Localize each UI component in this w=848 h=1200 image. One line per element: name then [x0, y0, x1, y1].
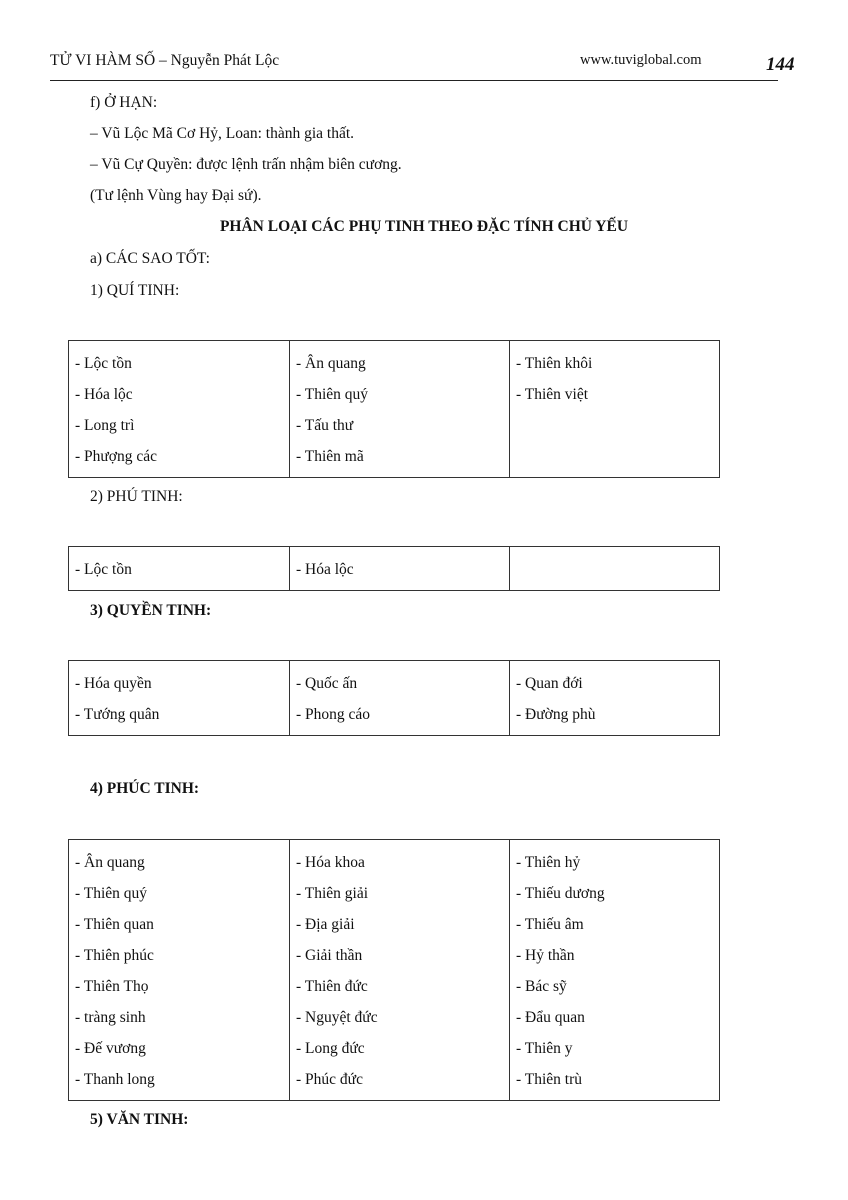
star-item: - Thiên phúc — [75, 947, 154, 964]
table-cell — [510, 840, 720, 1101]
star-item: - Bác sỹ — [516, 978, 567, 995]
qui-tinh-title: 1) QUÍ TINH: — [90, 282, 180, 299]
star-item: - Long trì — [75, 417, 135, 434]
table-cell — [69, 661, 290, 736]
star-item: - Đế vương — [75, 1040, 146, 1057]
phu-tinh-title: 2) PHÚ TINH: — [90, 488, 183, 505]
star-item: - Phượng các — [75, 448, 158, 465]
star-item: - Thiên hỷ — [516, 854, 581, 871]
phuc-tinh-table — [68, 839, 720, 1101]
header-divider — [50, 80, 778, 81]
star-item: - Tấu thư — [296, 417, 354, 434]
star-item: - Giải thần — [296, 947, 363, 964]
star-item: - Thiếu âm — [516, 916, 584, 933]
star-item: - Thiên việt — [516, 386, 589, 403]
star-item: - Phúc đức — [296, 1071, 363, 1088]
table-row — [69, 840, 720, 1101]
table-row — [69, 547, 720, 591]
quyen-tinh-table — [68, 660, 720, 736]
section-heading: PHÂN LOẠI CÁC PHỤ TINH THEO ĐẶC TÍNH CHỦ YẾU — [219, 218, 629, 235]
star-item: - Thiên quý — [296, 386, 369, 403]
star-item: - Nguyệt đức — [296, 1009, 378, 1026]
qui-tinh-table — [68, 340, 720, 478]
star-item: - Quốc ấn — [296, 675, 358, 692]
good-stars-label: a) CÁC SAO TỐT: — [90, 250, 210, 267]
star-item: - Thiếu dương — [516, 885, 605, 902]
star-item: - Quan đới — [516, 675, 583, 692]
star-item: - Thiên mã — [296, 448, 364, 465]
van-tinh-title: 5) VĂN TINH: — [90, 1111, 189, 1128]
star-item: - Lộc tồn — [75, 355, 132, 372]
star-item: - Hóa lộc — [75, 386, 133, 403]
star-item: - Đẩu quan — [516, 1009, 585, 1026]
star-item: - Ân quang — [75, 854, 145, 871]
star-item: - Hóa quyền — [75, 675, 152, 692]
table-row — [69, 661, 720, 736]
star-item: - Thiên đức — [296, 978, 368, 995]
star-item: - Ân quang — [296, 355, 366, 372]
star-item: - Lộc tồn — [75, 561, 132, 578]
page-number: 144 — [766, 54, 795, 75]
star-item: - Địa giải — [296, 916, 355, 933]
intro-line-1: – Vũ Lộc Mã Cơ Hỷ, Loan: thành gia thất. — [90, 125, 355, 142]
table-cell — [510, 547, 720, 591]
table-cell — [69, 341, 290, 478]
star-item: - Thiên y — [516, 1040, 573, 1057]
table-cell — [290, 547, 510, 591]
star-item: - Thiên giải — [296, 885, 369, 902]
star-item: - tràng sinh — [75, 1009, 146, 1026]
star-item: - Thiên Thọ — [75, 978, 149, 995]
intro-line-3: (Tư lệnh Vùng hay Đại sứ). — [90, 187, 262, 204]
running-header-title: TỬ VI HÀM SỐ – Nguyễn Phát Lộc — [50, 52, 280, 69]
star-item: - Hỷ thần — [516, 947, 575, 964]
star-item: - Thiên khôi — [516, 355, 593, 372]
quyen-tinh-title: 3) QUYỀN TINH: — [90, 602, 212, 619]
star-item: - Phong cáo — [296, 706, 371, 723]
star-item: - Thiên quan — [75, 916, 154, 933]
table-cell — [69, 547, 290, 591]
star-item: - Thanh long — [75, 1071, 155, 1088]
intro-line-2: – Vũ Cự Quyền: được lệnh trấn nhậm biên cương. — [90, 156, 402, 173]
star-item: - Thiên quý — [75, 885, 148, 902]
star-item: - Đường phù — [516, 706, 596, 723]
table-row — [69, 341, 720, 478]
running-header-url: www.tuviglobal.com — [580, 52, 702, 68]
table-cell — [290, 840, 510, 1101]
table-cell — [510, 661, 720, 736]
phu-tinh-table — [68, 546, 720, 591]
o-han-title: f) Ở HẠN: — [90, 94, 158, 111]
table-cell — [290, 661, 510, 736]
star-item: - Hóa khoa — [296, 854, 365, 871]
star-item: - Thiên trù — [516, 1071, 583, 1088]
table-cell — [510, 341, 720, 478]
table-cell — [69, 840, 290, 1101]
table-cell — [290, 341, 510, 478]
star-item: - Hóa lộc — [296, 561, 354, 578]
phuc-tinh-title: 4) PHÚC TINH: — [90, 780, 200, 797]
star-item: - Tướng quân — [75, 706, 160, 723]
star-item: - Long đức — [296, 1040, 365, 1057]
